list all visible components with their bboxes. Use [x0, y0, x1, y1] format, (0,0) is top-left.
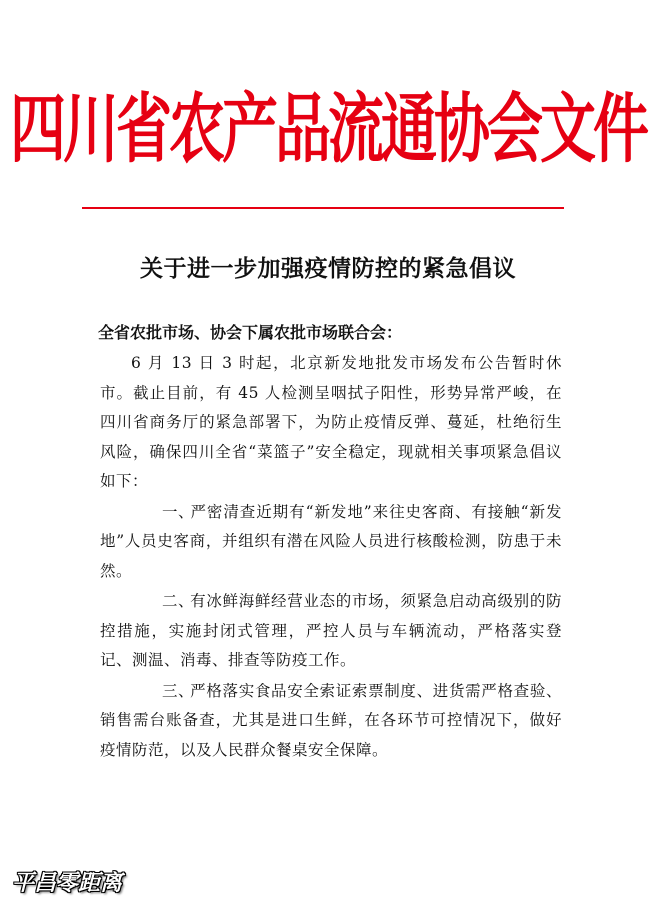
item-number: 一、 — [162, 502, 195, 521]
document-title: 关于进一步加强疫情防控的紧急倡议 — [140, 256, 516, 282]
intro-paragraph: 6 月 13 日 3 时起，北京新发地批发市场发布公告暂时休市。截止目前，有 45 人检测呈咽拭子阳性，形势异常严峻，在四川省商务厅的紧急部署下，为防止疫情反弹、蔓延，杜绝衍生风险，确保四川全省“菜篮子”安全稳定，现就相关事项紧急倡议如下： — [100, 354, 562, 490]
document-header-title: 四川省农产品流通协会文件 — [10, 86, 646, 174]
item-number: 二、 — [162, 592, 195, 610]
item-text: 有冰鲜海鲜经营业态的市场，须紧急启动高级别的防控措施，实施封闭式管理，严控人员与车辆流动，严格落实登记、测温、消毒、排查等防疫工作。 — [100, 592, 562, 669]
document-body — [100, 349, 562, 765]
item-number: 三、 — [162, 681, 195, 700]
list-item — [100, 498, 562, 587]
watermark-logo: 平昌零距离 — [12, 871, 123, 896]
item-text: 严格落实食品安全索证索票制度、进货需严格查验、销售需台账备查，尤其是进口生鲜，在各环节可控情况下，做好疫情防范，以及人民群众餐桌安全保障。 — [100, 681, 562, 759]
list-item — [100, 587, 562, 676]
list-item — [100, 677, 562, 766]
salutation: 全省农批市场、协会下属农批市场联合会： — [98, 323, 403, 342]
item-text: 严密清查近期有“新发地”来往史客商、有接触“新发地”人员史客商，并组织有潜在风险人员进行核酸检测，防患于未然。 — [100, 502, 562, 580]
red-divider-line — [82, 207, 564, 209]
